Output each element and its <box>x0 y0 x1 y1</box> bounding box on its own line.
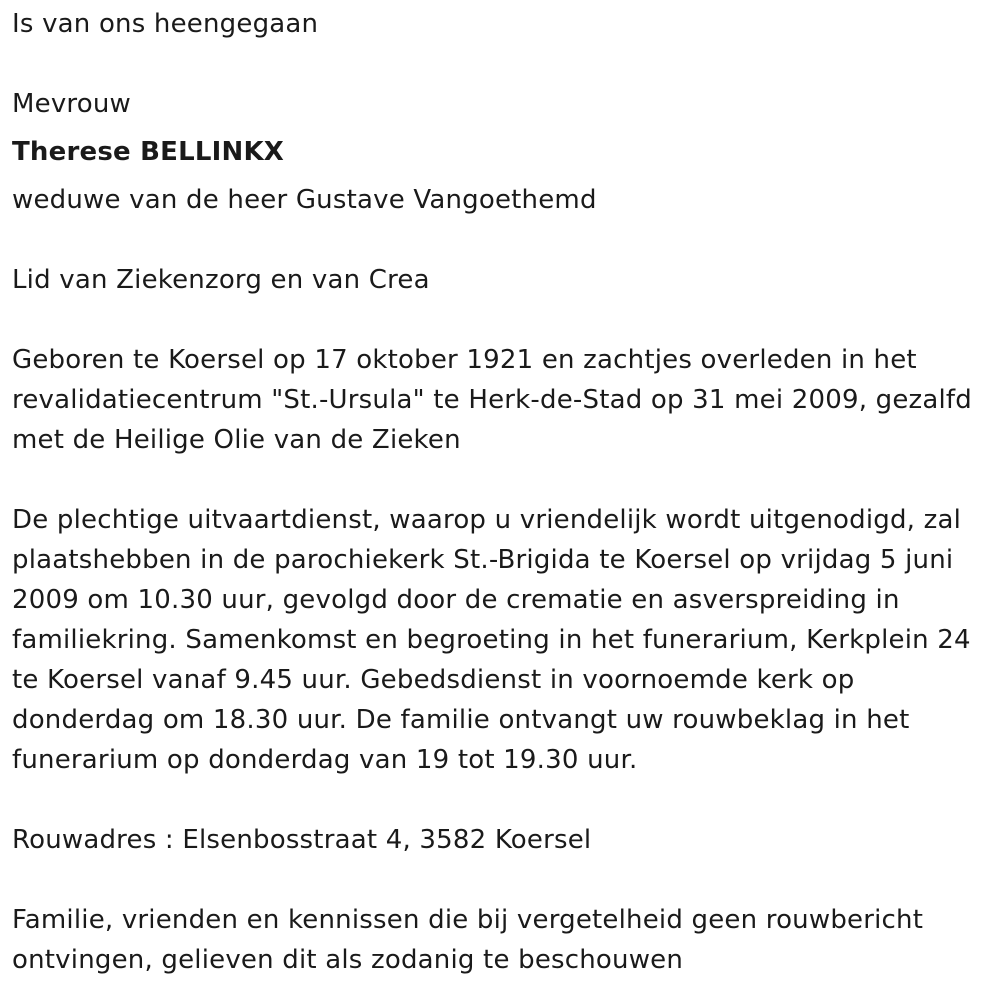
spacer <box>12 172 992 180</box>
title-salutation: Mevrouw <box>12 89 131 119</box>
paragraph-line: ontvingen, gelieven dit als zodanig te beschouwen <box>12 945 684 975</box>
paragraph-line: te Koersel vanaf 9.45 uur. Gebedsdienst in voornoemde kerk op <box>12 665 855 695</box>
spacer <box>12 460 992 500</box>
spacer <box>12 44 992 84</box>
paragraph-line: De plechtige uitvaartdienst, waarop u vriendelijk wordt uitgenodigd, zal <box>12 505 962 535</box>
paragraph-line: familiekring. Samenkomst en begroeting in het funerarium, Kerkplein 24 <box>12 625 971 655</box>
intro-line: Is van ons heengegaan <box>12 9 319 39</box>
paragraph-line: met de Heilige Olie van de Zieken <box>12 425 461 455</box>
obituary-notice <box>12 4 992 980</box>
address-line: Rouwadres : Elsenbosstraat 4, 3582 Koersel <box>12 825 592 855</box>
paragraph-line: plaatshebben in de parochiekerk St.-Brigida te Koersel op vrijdag 5 juni <box>12 545 954 575</box>
closing-paragraph <box>12 900 992 980</box>
deceased-name: Therese BELLINKX <box>12 137 285 167</box>
membership-line: Lid van Ziekenzorg en van Crea <box>12 265 430 295</box>
spacer <box>12 860 992 900</box>
paragraph-line: Geboren te Koersel op 17 oktober 1921 en zachtjes overleden in het <box>12 345 917 375</box>
paragraph-line: funerarium op donderdag van 19 tot 19.30 uur. <box>12 745 638 775</box>
birth-death-paragraph <box>12 340 992 460</box>
spacer <box>12 780 992 820</box>
paragraph-line: revalidatiecentrum "St.-Ursula" te Herk-de-Stad op 31 mei 2009, gezalfd <box>12 385 972 415</box>
spacer <box>12 124 992 132</box>
paragraph-line: 2009 om 10.30 uur, gevolgd door de crematie en asverspreiding in <box>12 585 900 615</box>
spacer <box>12 220 992 260</box>
ceremony-paragraph <box>12 500 992 780</box>
paragraph-line: Familie, vrienden en kennissen die bij vergetelheid geen rouwbericht <box>12 905 924 935</box>
spacer <box>12 300 992 340</box>
paragraph-line: donderdag om 18.30 uur. De familie ontvangt uw rouwbeklag in het <box>12 705 910 735</box>
relation-line: weduwe van de heer Gustave Vangoethemd <box>12 185 597 215</box>
